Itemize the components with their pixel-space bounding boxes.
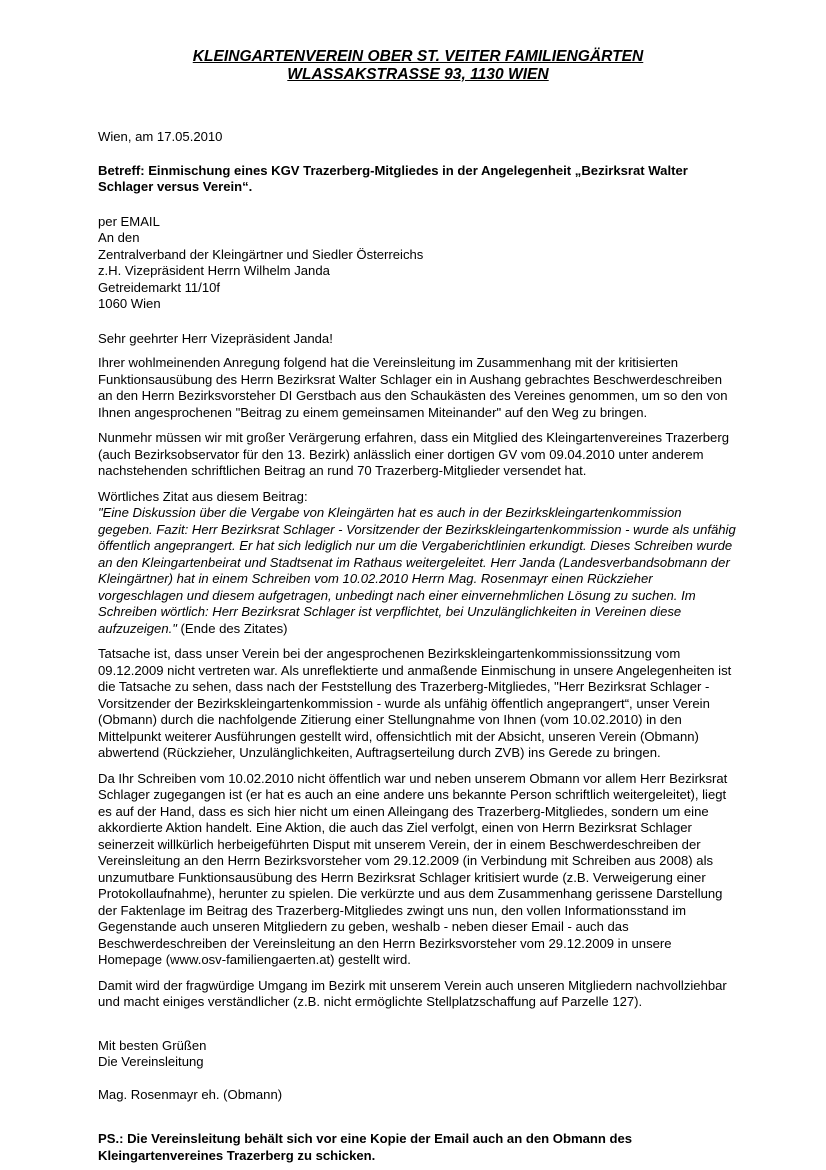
address-line: Getreidemarkt 11/10f [98, 279, 221, 295]
closing [98, 1038, 738, 1104]
salutation: Sehr geehrter Herr Vizepräsident Janda! [98, 330, 333, 346]
paragraph-1: Ihrer wohlmeinenden Anregung folgend hat die Vereinsleitung im Zusammenhang mit der kritisierten Funktionsausübung des Herrn Bezirksrat Walter Schlager ein in Aushang gebrachtes Beschwerdeschreiben an den Herrn Bezirksvorsteher DI Gerstbach aus den Schaukästen des Vereines genommen, um so den von Ihnen angesprochenen "Beitrag zu einem gemeinsamen Miteinander" auf den Weg zu bringen. [98, 355, 728, 420]
address-line: per EMAIL [98, 213, 160, 229]
letter-subject: Betreff: Einmischung eines KGV Trazerberg-Mitgliedes in der Angelegenheit „Bezirksrat Walter Schlager versus Verein“. [98, 162, 688, 194]
quote-text: "Eine Diskussion über die Vergabe von Kleingärten hat es auch in der Bezirkskleingartenkommission gegeben. Fazit: Herr Bezirksrat Schlager - Vorsitzender der Bezirkskleingartenkommission - wurde als unfähig öffentlich angeprangert. Er hat sich lediglich nur um die Vergaberichtlinien erkundigt. Dieses Schreiben wurde an den Kleingartenbeirat und Stadtsenat im Rathaus weitergeleitet. Herr Janda (Landesverbandsobmann der Kleingärtner) hat in einem Schreiben vom 10.02.2010 Herrn Mag. Rosenmayr einen Rückzieher vorgeschlagen und diesem aufgetragen, unbedingt nach einer einvernehmlichen Lösung zu suchen. Im Schreiben wörtlich: Herr Bezirksrat Schlager ist verpflichtet, bei Unzulänglichkeiten in Vereinen diese aufzuzeigen." [98, 505, 736, 636]
quote-block [98, 505, 738, 637]
paragraph-3: Tatsache ist, dass unser Verein bei der angesprochenen Bezirkskleingartenkommissionssitzung vom 09.12.2009 nicht vertreten war. Als unreflektierte und anmaßende Einmischung in unsere Angelegenheiten ist die Tatsache zu sehen, dass nach der Feststellung des Trazerberg-Mitgliedes, "Herr Bezirksrat Schlager - Vorsitzender der Bezirkskleingartenkommission - wurde als unfähig öffentlich angeprangert“, unser Verein (Obmann) durch die nachfolgende Zitierung einer Stellungnahme von Ihnen (vom 10.02.2010) in den Mittelpunkt weiterer Ausführungen gestellt wird, offensichtlich mit der Absicht, unseren Verein (Obmann) abwertend (Rückzieher, Unzulänglichkeiten, Auftragserteilung durch ZVB) ins Gerede zu bringen. [98, 646, 732, 760]
letterhead-title: KLEINGARTENVEREIN OBER ST. VEITER FAMILIENGÄRTEN [192, 48, 644, 65]
address-line: 1060 Wien [98, 296, 161, 311]
letter-date: Wien, am 17.05.2010 [98, 129, 223, 144]
address-line: Zentralverband der Kleingärtner und Siedler Österreichs [98, 246, 424, 262]
paragraph-5: Damit wird der fragwürdige Umgang im Bezirk mit unserem Verein auch unseren Mitgliedern nachvollziehbar und macht einiges verständlicher (z.B. nicht ermöglichte Stellplatzschaffung auf Parzelle 127). [98, 977, 727, 1009]
paragraph-4: Da Ihr Schreiben vom 10.02.2010 nicht öffentlich war und neben unserem Obmann vor allem Herr Bezirksrat Schlager zugegangen ist (er hat es auch an eine andere uns bekannte Person schriftlich weitergeleitet), liegt es auf der Hand, dass es sich hier nicht um einen Alleingang des Trazerberg-Mitgliedes, sondern um eine akkordierte Aktion handelt. Eine Aktion, die auch das Ziel verfolgt, einen von Herrn Bezirksrat Schlager seinerzeit willkürlich herbeigeführten Disput mit unserem Verein, der in einem Beschwerdeschreiben der Vereinsleitung an den Herrn Bezirksvorsteher vom 29.12.2009 (in Verbindung mit Schreiben aus 2008) als unzumutbare Funktionsausübung des Herrn Bezirksrat Schlager kritisiert wurde (z.B. Verweigerung einer Protokollaufnahme), herunter zu spielen. Die verkürzte und aus dem Zusammenhang gerissene Darstellung der Faktenlage im Beitrag des Trazerberg-Mitgliedes zwingt uns nun, den vollen Informationsstand im Gegenstande auch unseren Mitgliedern zu geben, weshalb - neben dieser Email - auch das Beschwerdeschreiben der Vereinsleitung an den Herrn Bezirksvorsteher vom 29.12.2009 in unsere Homepage (www.osv-familiengaerten.at) gestellt wird. [98, 770, 728, 967]
address-line: z.H. Vizepräsident Herrn Wilhelm Janda [98, 263, 330, 278]
paragraph-2: Nunmehr müssen wir mit großer Verärgerung erfahren, dass ein Mitglied des Kleingartenvereines Trazerberg (auch Bezirksobservator für den 13. Bezirk) anlässlich einer dortigen GV vom 09.04.2010 unter anderem nachstehenden schriftlichen Beitrag an rund 70 Trazerberg-Mitglieder versendet hat. [98, 430, 729, 478]
letterhead [98, 48, 738, 83]
quote-intro: Wörtliches Zitat aus diesem Beitrag: [98, 488, 308, 504]
recipient-address [98, 214, 738, 313]
signature: Mag. Rosenmayr eh. (Obmann) [98, 1086, 283, 1102]
postscript: PS.: Die Vereinsleitung behält sich vor eine Kopie der Email auch an den Obmann des Kleingartenvereines Trazerberg zu schicken. [98, 1131, 633, 1163]
quote-end: (Ende des Zitates) [176, 620, 288, 636]
closing-greeting: Mit besten Grüßen [98, 1037, 207, 1053]
letterhead-address: WLASSAKSTRASSE 93, 1130 WIEN [287, 65, 549, 83]
letter-page [98, 48, 738, 1164]
closing-sender: Die Vereinsleitung [98, 1054, 204, 1069]
address-line: An den [98, 230, 140, 245]
